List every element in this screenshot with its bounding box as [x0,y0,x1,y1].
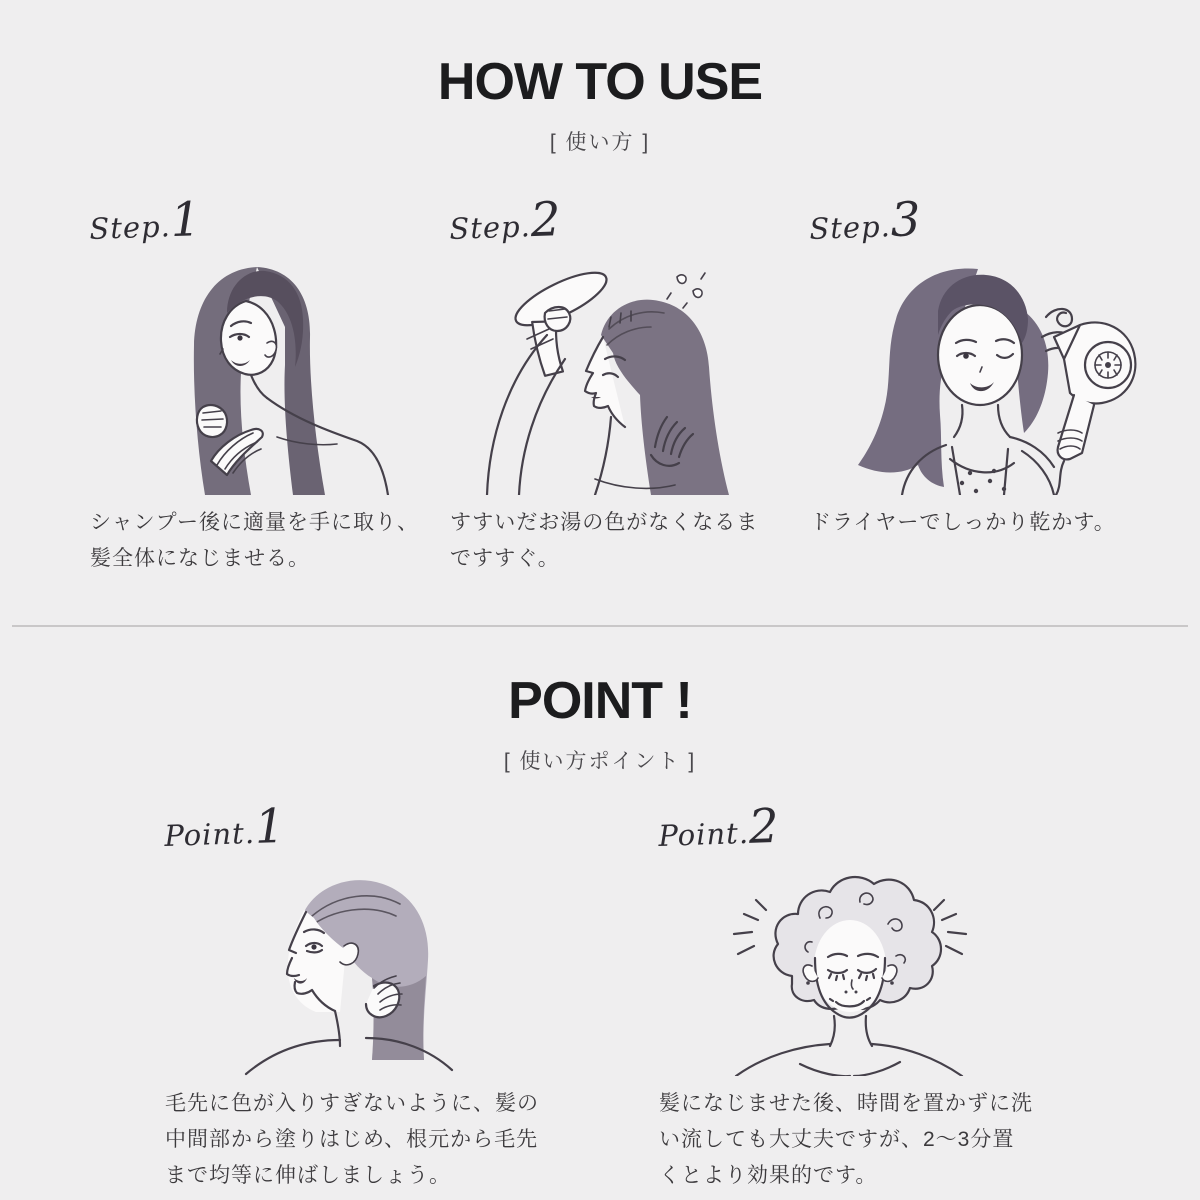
point-2-label: Point.2 [657,799,780,856]
how-to-use-section [0,0,1200,577]
step-2-caption: すすいだお湯の色がなくなるまですすぐ。 [450,511,759,571]
point-1-column [163,799,541,1194]
step-3-label: Step.3 [808,192,922,249]
point-title: POINT ! [508,672,692,731]
step-1-column [88,192,420,577]
point-subtitle: [ 使い方ポイント ] [503,750,697,774]
how-to-use-subtitle: [ 使い方 ] [549,131,651,154]
points-row [0,799,1200,1194]
step-3-caption: ドライヤーでしっかり乾かす。 [810,511,1116,534]
point-1-label: Point.1 [163,799,286,856]
point-2-column [657,799,1035,1194]
woman-drying-hair-with-hairdryer-illustration [810,251,1140,495]
step-2-label: Step.2 [448,192,562,249]
point-1-caption: 毛先に色が入りすぎないように、髪の中間部から塗りはじめ、根元から毛先まで均等に伸ばしましょう。 [165,1092,539,1188]
point-2-caption: 髪になじませた後、時間を置かずに洗い流しても大丈夫ですが、2〜3分置くとより効果的です。 [659,1092,1033,1188]
step-1-caption: シャンプー後に適量を手に取り、髪全体になじませる。 [90,511,419,571]
point-section [0,627,1200,1194]
step-2-column [448,192,780,577]
woman-applying-from-mid-lengths-illustration [165,858,541,1076]
woman-applying-color-to-hair-illustration [90,251,420,495]
steps-row [0,192,1200,577]
step-1-label: Step.1 [88,192,202,249]
woman-rinsing-hair-with-shower-illustration [450,251,780,495]
how-to-use-title: HOW TO USE [437,53,763,111]
woman-with-lathered-hair-illustration [659,858,1035,1076]
step-3-column [808,192,1140,577]
